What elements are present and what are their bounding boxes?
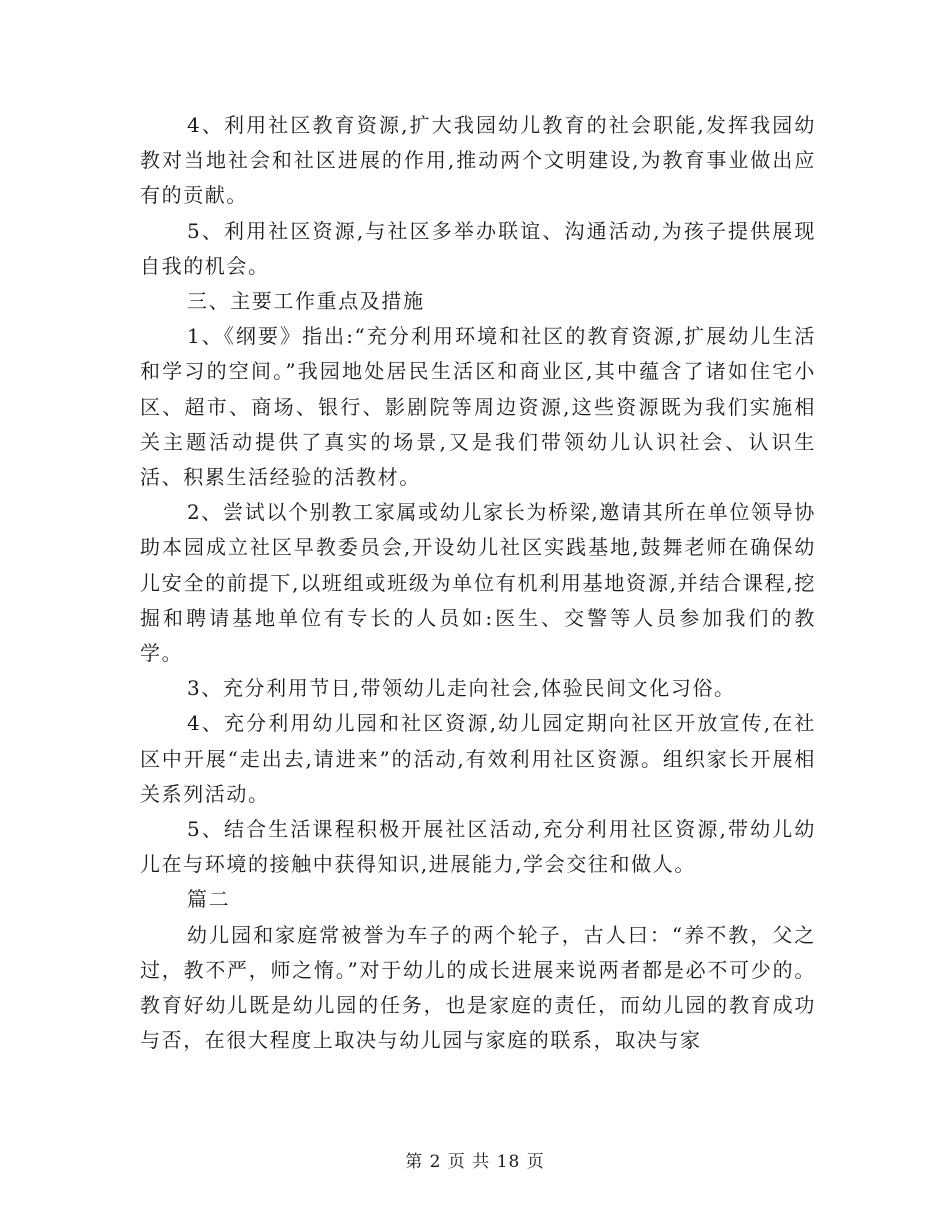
section-heading-main-work: 三、主要工作重点及措施: [187, 289, 425, 314]
section-heading-part-two: 篇二: [187, 887, 231, 912]
paragraph-measure-4: 4、充分利用幼儿园和社区资源,幼儿园定期向社区开放宣传,在社区中开展“走出去,请进来”的活动,有效利用社区资源。组织家长开展相关系列活动。: [140, 711, 816, 806]
document-body: [140, 108, 816, 1058]
paragraph-measure-1: 1、《纲要》指出:“充分利用环境和社区的教育资源,扩展幼儿生活和学习的空间。”我园地处居民生活区和商业区,其中蕴含了诸如住宅小区、超市、商场、银行、影剧院等周边资源,这些资源既为我们实施相关主题活动提供了真实的场景,又是我们带领幼儿认识社会、认识生活、积累生活经验的活教材。: [140, 324, 816, 490]
paragraph-part-two-intro: 幼儿园和家庭常被誉为车子的两个轮子，古人曰：“养不教，父之过，教不严，师之惰。”对于幼儿的成长进展来说两者都是必不可少的。教育好幼儿既是幼儿园的任务，也是家庭的责任，而幼儿园的教育成功与否，在很大程度上取决与幼儿园与家庭的联系，取决与家: [140, 922, 816, 1053]
paragraph-measure-5: 5、结合生活课程积极开展社区活动,充分利用社区资源,带幼儿幼儿在与环境的接触中获得知识,进展能力,学会交往和做人。: [140, 817, 816, 877]
paragraph-measure-2: 2、尝试以个别教工家属或幼儿家长为桥梁,邀请其所在单位领导协助本园成立社区早教委员会,开设幼儿社区实践基地,鼓舞老师在确保幼儿安全的前提下,以班组或班级为单位有机利用基地资源,并结合课程,挖掘和聘请基地单位有专长的人员如:医生、交警等人员参加我们的教学。: [140, 500, 816, 666]
page-number-footer: 第 2 页 共 18 页: [405, 1152, 545, 1172]
paragraph-5-community-activities: 5、利用社区资源,与社区多举办联谊、沟通活动,为孩子提供展现自我的机会。: [140, 218, 816, 278]
paragraph-4-community-resources: 4、利用社区教育资源,扩大我园幼儿教育的社会职能,发挥我园幼教对当地社会和社区进展的作用,推动两个文明建设,为教育事业做出应有的贡献。: [140, 113, 816, 208]
paragraph-measure-3: 3、充分利用节日,带领幼儿走向社会,体验民间文化习俗。: [187, 676, 736, 701]
